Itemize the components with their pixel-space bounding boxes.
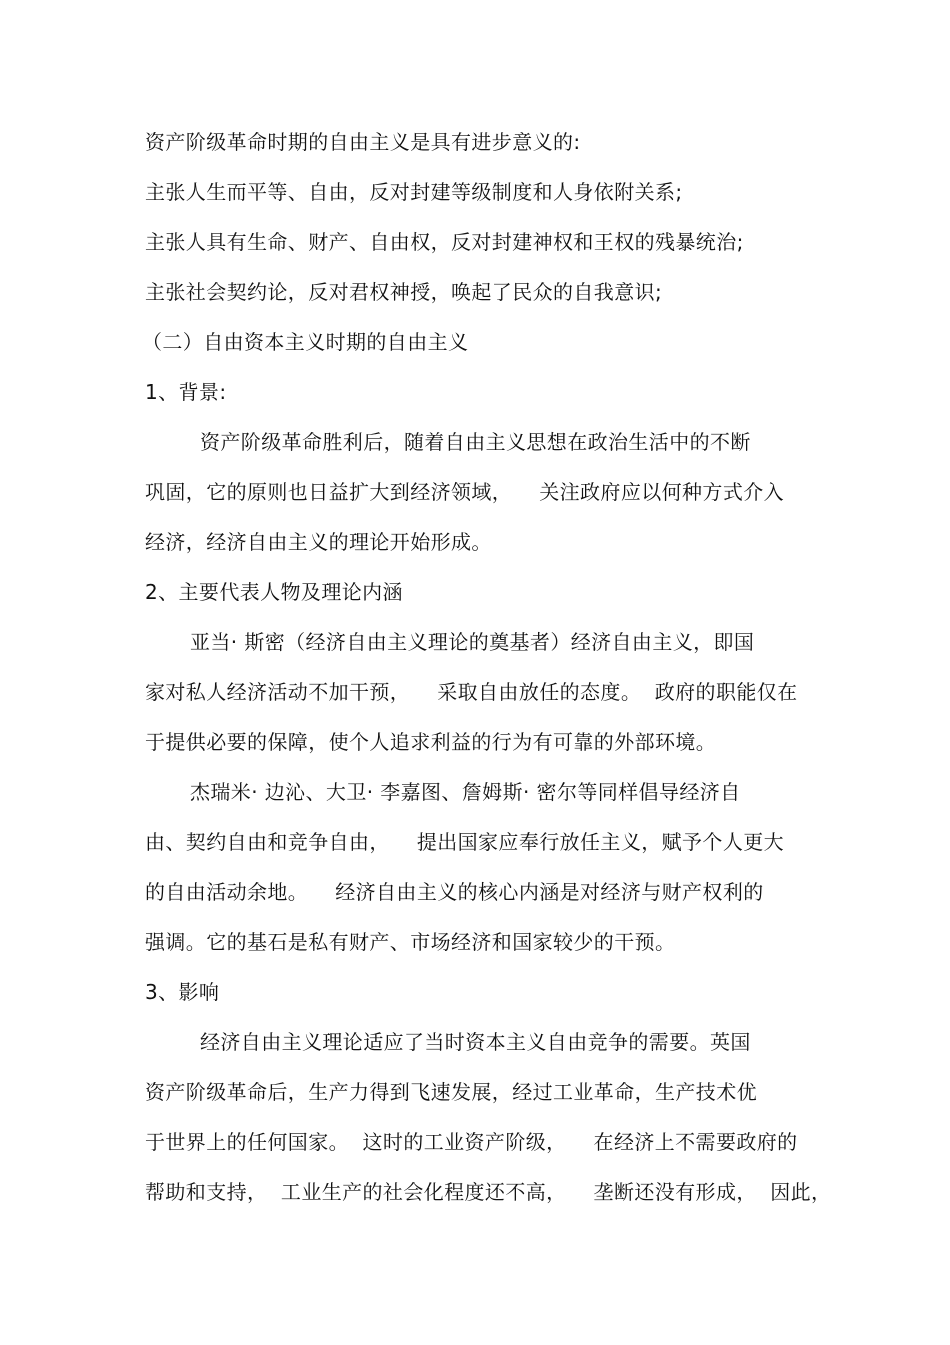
background-line: 资产阶级革命胜利后，随着自由主义思想在政治生活中的不断: [200, 430, 751, 454]
impact-line: 帮助和支持， 工业生产的社会化程度还不高， 垄断还没有形成， 因此，: [145, 1180, 832, 1204]
point-rights: 主张人具有生命、财产、自由权，反对封建神权和王权的残暴统治;: [145, 230, 744, 254]
figures-heading: 2、主要代表人物及理论内涵: [145, 580, 403, 604]
bentham-line: 的自由活动余地。 经济自由主义的核心内涵是对经济与财产权利的: [145, 880, 764, 904]
intro-line: 资产阶级革命时期的自由主义是具有进步意义的:: [145, 130, 581, 154]
bentham-line: 强调。它的基石是私有财产、市场经济和国家较少的干预。: [145, 930, 676, 954]
background-heading: 1、背景:: [145, 380, 227, 404]
background-line: 巩固，它的原则也日益扩大到经济领域， 关注政府应以何种方式介入: [145, 480, 785, 504]
impact-line: 经济自由主义理论适应了当时资本主义自由竞争的需要。英国: [200, 1030, 751, 1054]
impact-heading: 3、影响: [145, 980, 220, 1004]
background-line: 经济，经济自由主义的理论开始形成。: [145, 530, 492, 554]
point-equality: 主张人生而平等、自由，反对封建等级制度和人身依附关系;: [145, 180, 683, 204]
bentham-line: 由、契约自由和竞争自由， 提出国家应奉行放任主义，赋予个人更大: [145, 830, 785, 854]
point-social-contract: 主张社会契约论，反对君权神授，唤起了民众的自我意识;: [145, 280, 663, 304]
impact-line: 资产阶级革命后，生产力得到飞速发展，经过工业革命，生产技术优: [145, 1080, 757, 1104]
smith-line: 家对私人经济活动不加干预， 采取自由放任的态度。 政府的职能仅在: [145, 680, 798, 704]
bentham-line: 杰瑞米· 边沁、大卫· 李嘉图、詹姆斯· 密尔等同样倡导经济自: [190, 780, 741, 804]
smith-line: 亚当· 斯密（经济自由主义理论的奠基者）经济自由主义，即国: [190, 630, 755, 654]
smith-line: 于提供必要的保障，使个人追求利益的行为有可靠的外部环境。: [145, 730, 717, 754]
section-title: （二）自由资本主义时期的自由主义: [142, 330, 469, 354]
impact-line: 于世界上的任何国家。 这时的工业资产阶级， 在经济上不需要政府的: [145, 1130, 798, 1154]
